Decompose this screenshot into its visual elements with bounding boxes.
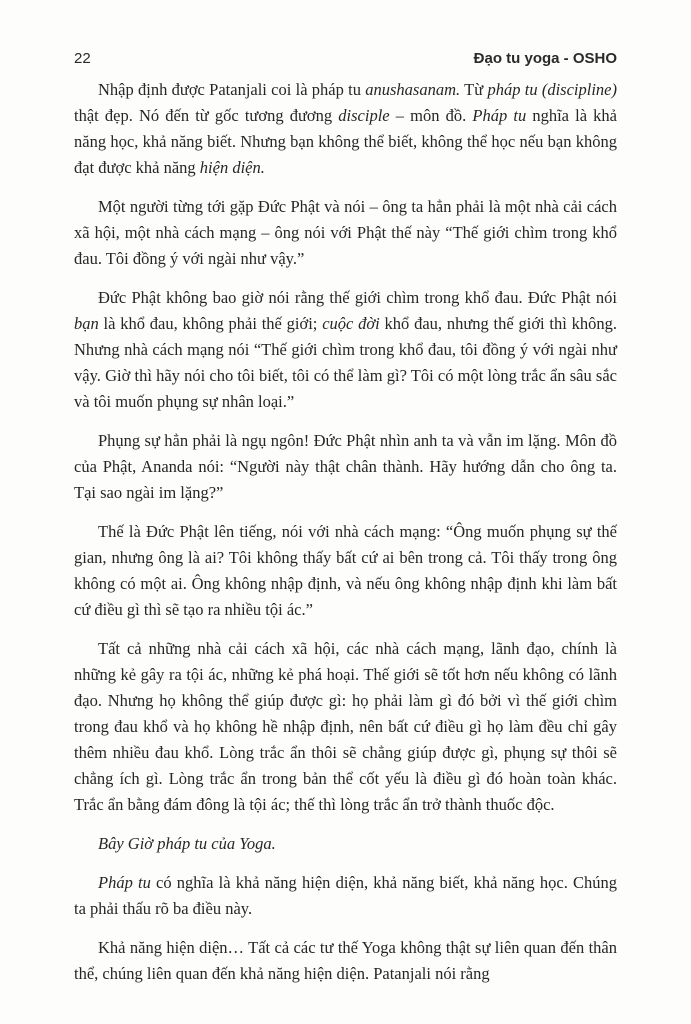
text-run: Thế là Đức Phật lên tiếng, nói với nhà cách mạng: “Ông muốn phụng sự thế gian, nhưng ông là ai? Tôi không thấy bất cứ ai bên trong cả. Tôi thấy trong ông không có một ai. Ông không nhập định, và nếu ông không nhập định khi làm bất cứ điều gì thì sẽ tạo ra nhiều tội ác.” xyxy=(74,522,617,619)
text-run: là khổ đau, không phải thế giới; xyxy=(98,314,323,333)
text-run: Đức Phật không bao giờ nói rằng thế giới chìm trong khổ đau. Đức Phật nói xyxy=(98,288,617,307)
text-run: Phụng sự hẳn phải là ngụ ngôn! Đức Phật nhìn anh ta và vẫn im lặng. Môn đồ của Phật, Ananda nói: “Người này thật chân thành. Hãy hướng dẫn cho ông ta. Tại sao ngài im lặng?” xyxy=(74,431,617,502)
text-run: thật đẹp. Nó đến từ gốc tương đương xyxy=(74,106,339,125)
body-paragraph xyxy=(74,285,617,415)
body-paragraph xyxy=(74,77,617,181)
body-paragraph xyxy=(74,831,617,857)
italic-text-run: Pháp tu xyxy=(472,106,527,125)
body-paragraph xyxy=(74,194,617,272)
text-run: khổ đau, nhưng thế giới thì không. Nhưng nhà cách mạng nói “Thế giới chìm trong khổ đau, tôi đồng ý với ngài như vậy. Giờ thì hãy nói cho tôi biết, tôi có thể làm gì? Tôi có một lòng trắc ẩn sâu sắc và tôi muốn phụng sự nhân loại.” xyxy=(74,314,617,411)
italic-text-run: Bây Giờ pháp tu của Yoga. xyxy=(98,834,276,853)
text-run: Nhập định được Patanjali coi là pháp tu xyxy=(98,80,366,99)
italic-text-run: bạn xyxy=(74,314,99,333)
paragraph-list xyxy=(74,77,617,987)
italic-text-run: anushasanam. xyxy=(365,80,461,99)
italic-text-run: hiện diện. xyxy=(199,158,265,177)
italic-text-run: Pháp tu xyxy=(98,873,151,892)
text-run: có nghĩa là khả năng hiện diện, khả năng biết, khả năng học. Chúng ta phải thấu rõ ba điều này. xyxy=(74,873,618,918)
page-number: 22 xyxy=(74,50,91,67)
text-run: – môn đồ. xyxy=(389,106,473,125)
body-paragraph xyxy=(74,935,617,987)
page-header xyxy=(74,50,617,67)
body-paragraph xyxy=(74,636,617,818)
italic-text-run: cuộc đời xyxy=(322,314,380,333)
text-run: Tất cả những nhà cải cách xã hội, các nhà cách mạng, lãnh đạo, chính là những kẻ gây ra tội ác, những kẻ phá hoại. Thế giới sẽ tốt hơn nếu không có lãnh đạo. Nhưng họ không thể giúp được gì: họ phải làm gì đó bởi vì thế giới chìm trong đau khổ và họ không hề nhập định, nên bất cứ điều gì họ làm đều chỉ gây thêm nhiều đau khổ. Lòng trắc ẩn thôi sẽ chẳng giúp được gì, phụng sự thôi sẽ chẳng ích gì. Lòng trắc ẩn trong bản thể cốt yếu là điều gì đó hoàn toàn khác. Trắc ẩn bằng đám đông là tội ác; thế thì lòng trắc ẩn trở thành thuốc độc. xyxy=(74,639,617,814)
text-run: Từ xyxy=(460,80,488,99)
text-run: nghĩa là khả năng học, khả năng biết. Nhưng bạn không thể biết, không thể học nếu bạn không đạt được khả năng xyxy=(74,106,618,177)
italic-text-run: disciple xyxy=(338,106,390,125)
body-paragraph xyxy=(74,428,617,506)
italic-text-run: pháp tu (discipline) xyxy=(487,80,617,99)
body-paragraph xyxy=(74,870,617,922)
body-paragraph xyxy=(74,519,617,623)
text-run: Khả năng hiện diện… Tất cả các tư thế Yoga không thật sự liên quan đến thân thể, chúng liên quan đến khả năng hiện diện. Patanjali nói rằng xyxy=(74,938,617,983)
text-run: Một người từng tới gặp Đức Phật và nói – ông ta hẳn phải là một nhà cải cách xã hội, một nhà cách mạng – ông nói với Phật thế này “Thế giới chìm trong khổ đau. Tôi đồng ý với ngài như vậy.” xyxy=(74,197,617,268)
running-title: Đạo tu yoga - OSHO xyxy=(473,50,617,67)
